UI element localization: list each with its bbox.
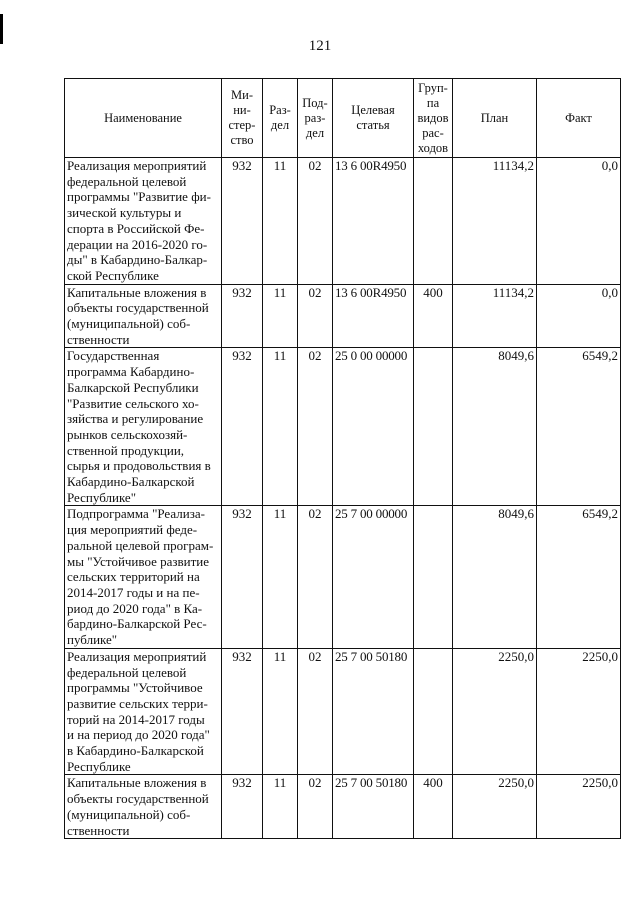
cell-fact: 6549,2 <box>537 348 621 506</box>
cell-fact: 6549,2 <box>537 506 621 648</box>
table-row <box>65 348 621 506</box>
cell-plan: 8049,6 <box>453 348 537 506</box>
cell-section: 11 <box>263 158 298 285</box>
header-plan: План <box>453 79 537 158</box>
table-row <box>65 158 621 285</box>
header-target-item: Целевая статья <box>333 79 414 158</box>
header-fact: Факт <box>537 79 621 158</box>
cell-section: 11 <box>263 506 298 648</box>
cell-plan: 11134,2 <box>453 158 537 285</box>
cell-target-item: 25 0 00 00000 <box>333 348 414 506</box>
header-section: Раз- дел <box>263 79 298 158</box>
cell-section: 11 <box>263 348 298 506</box>
table-row <box>65 648 621 775</box>
cell-subsection: 02 <box>298 284 333 348</box>
cell-section: 11 <box>263 775 298 839</box>
cell-fact: 2250,0 <box>537 775 621 839</box>
cell-ministry: 932 <box>222 648 263 775</box>
cell-expense-group: 400 <box>414 775 453 839</box>
cell-subsection: 02 <box>298 648 333 775</box>
cell-target-item: 13 6 00R4950 <box>333 284 414 348</box>
cell-ministry: 932 <box>222 284 263 348</box>
cell-fact: 0,0 <box>537 158 621 285</box>
cell-name: Подпрограмма "Реализа- ция мероприятий феде- ральной целевой програм- мы "Устойчивое развитие сельских территорий на 2014-2017 годы и на пе- риод до 2020 года" в Ка- бардино-Балкарской Рес- публике" <box>65 506 222 648</box>
cell-name: Реализация мероприятий федеральной целевой программы "Устойчивое развитие сельских терри- торий на 2014-2017 годы и на период до 2020 года" в Кабардино-Балкарской Республике <box>65 648 222 775</box>
cell-subsection: 02 <box>298 158 333 285</box>
table-body <box>65 158 621 839</box>
header-expense-group: Груп- па видов рас- ходов <box>414 79 453 158</box>
cell-target-item: 13 6 00R4950 <box>333 158 414 285</box>
cell-expense-group <box>414 348 453 506</box>
cell-fact: 0,0 <box>537 284 621 348</box>
cell-ministry: 932 <box>222 775 263 839</box>
cell-plan: 2250,0 <box>453 648 537 775</box>
cell-name: Капитальные вложения в объекты государственной (муниципальной) соб- ственности <box>65 284 222 348</box>
cell-name: Государственная программа Кабардино- Балкарской Республики "Развитие сельского хо- зяйства и регулирование рынков сельскохозяй- ственной продукции, сырья и продовольствия в Кабардино-Балкарской Республике" <box>65 348 222 506</box>
cell-subsection: 02 <box>298 348 333 506</box>
cell-name: Реализация мероприятий федеральной целевой программы "Развитие фи- зической культуры и спорта в Российской Фе- дерации на 2016-2020 го- ды" в Кабардино-Балкар- ской Республике <box>65 158 222 285</box>
page-number: 121 <box>308 38 332 54</box>
cell-subsection: 02 <box>298 506 333 648</box>
cell-ministry: 932 <box>222 506 263 648</box>
table-row <box>65 506 621 648</box>
header-name: Наименование <box>65 79 222 158</box>
cell-plan: 8049,6 <box>453 506 537 648</box>
cell-target-item: 25 7 00 50180 <box>333 775 414 839</box>
cell-expense-group: 400 <box>414 284 453 348</box>
cell-section: 11 <box>263 284 298 348</box>
cell-section: 11 <box>263 648 298 775</box>
table-row <box>65 775 621 839</box>
cell-plan: 11134,2 <box>453 284 537 348</box>
cell-fact: 2250,0 <box>537 648 621 775</box>
cell-name: Капитальные вложения в объекты государственной (муниципальной) соб- ственности <box>65 775 222 839</box>
cell-expense-group <box>414 648 453 775</box>
header-ministry: Ми- ни- стер- ство <box>222 79 263 158</box>
cell-plan: 2250,0 <box>453 775 537 839</box>
header-subsection: Под- раз- дел <box>298 79 333 158</box>
cell-target-item: 25 7 00 50180 <box>333 648 414 775</box>
table-header-row <box>65 79 621 158</box>
budget-table <box>64 78 621 839</box>
table-row <box>65 284 621 348</box>
cell-expense-group <box>414 158 453 285</box>
cell-target-item: 25 7 00 00000 <box>333 506 414 648</box>
cell-ministry: 932 <box>222 348 263 506</box>
cell-expense-group <box>414 506 453 648</box>
cell-ministry: 932 <box>222 158 263 285</box>
cell-subsection: 02 <box>298 775 333 839</box>
